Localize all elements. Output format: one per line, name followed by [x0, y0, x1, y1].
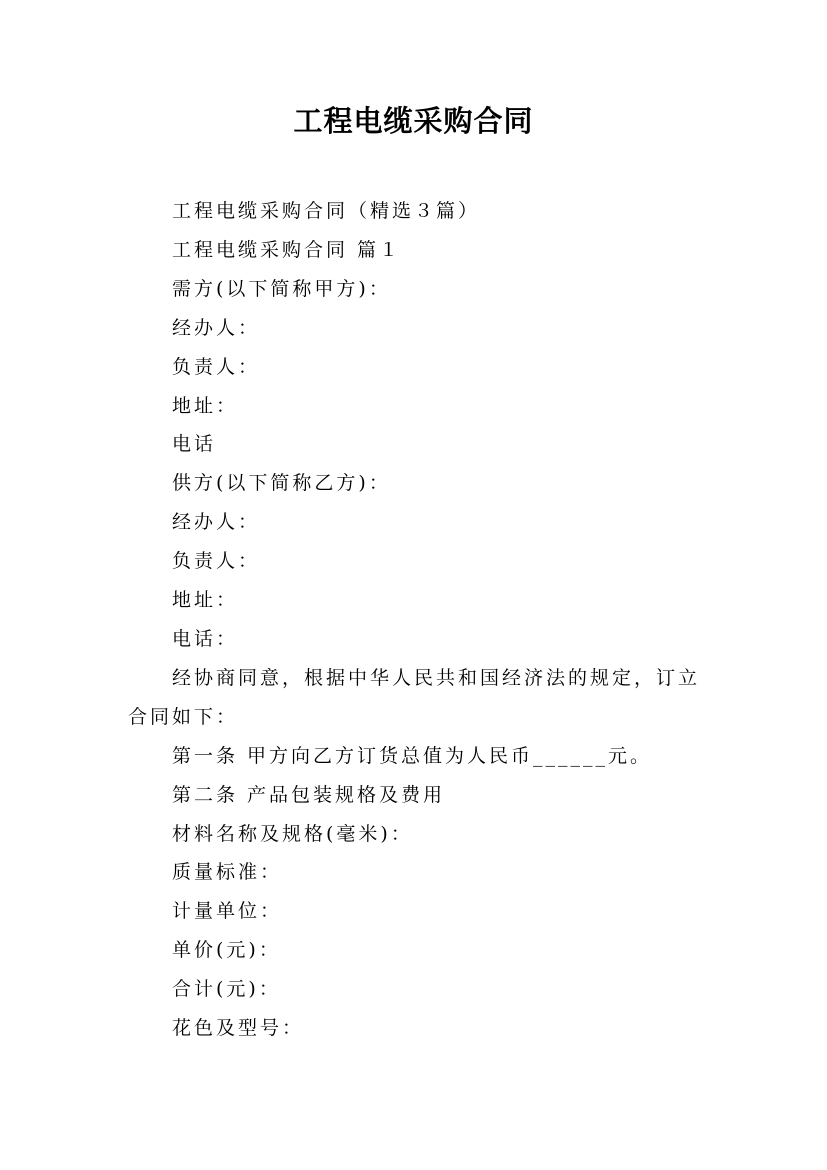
paragraph-supplier-phone: 电话： — [172, 627, 239, 650]
paragraph-buyer: 需方(以下简称甲方)： — [172, 277, 391, 300]
paragraph-buyer-phone: 电话 — [172, 433, 217, 456]
paragraph-subtitle: 工程电缆采购合同（精选３篇） — [172, 200, 481, 222]
paragraph-color-model: 花色及型号： — [172, 1017, 305, 1040]
paragraph-buyer-address: 地址： — [172, 394, 239, 417]
paragraph-article-1: 第一条 甲方向乙方订货总值为人民币______元。 — [172, 744, 653, 767]
paragraph-supplier-agent: 经办人： — [172, 511, 261, 534]
document-body — [128, 192, 708, 1048]
paragraph-unit: 计量单位： — [172, 900, 283, 923]
paragraph-section-heading: 工程电缆采购合同 篇１ — [172, 238, 402, 261]
paragraph-supplier: 供方(以下简称乙方)： — [172, 472, 391, 495]
document-title: 工程电缆采购合同 — [293, 104, 534, 138]
paragraph-total: 合计(元)： — [172, 978, 281, 1001]
paragraph-unit-price: 单价(元)： — [172, 939, 281, 962]
paragraph-supplier-address: 地址： — [172, 589, 239, 612]
paragraph-buyer-agent: 经办人： — [172, 316, 261, 339]
paragraph-quality-standard: 质量标准： — [172, 861, 283, 884]
paragraph-agreement-intro: 经协商同意，根据中华人民共和国经济法的规定，订立合同如下： — [128, 666, 701, 728]
paragraph-supplier-manager: 负责人： — [172, 550, 261, 573]
paragraph-buyer-manager: 负责人： — [172, 355, 261, 378]
paragraph-material-spec: 材料名称及规格(毫米)： — [172, 822, 413, 845]
paragraph-article-2: 第二条 产品包装规格及费用 — [172, 783, 446, 806]
